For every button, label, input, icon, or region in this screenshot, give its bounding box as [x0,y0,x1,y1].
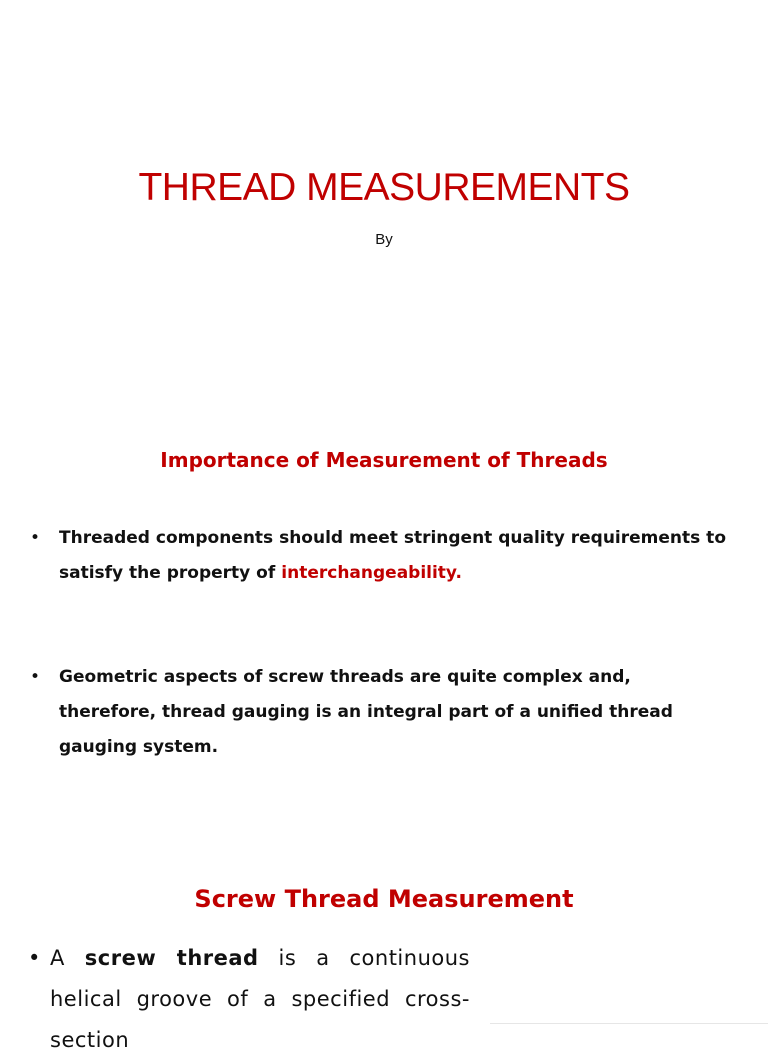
definition-rest: is a continuous helical groove of a specified cross-section [50,946,470,1052]
bullet-geometric-aspects [30,660,730,765]
importance-slide [0,400,768,820]
bullet-marker: • [30,528,41,548]
figure-edge-line [490,1023,768,1024]
screw-thread-slide [0,820,768,1052]
screw-thread-definition [28,938,470,1061]
byline: By [375,231,393,248]
bullet-marker: • [30,667,41,687]
importance-heading: Importance of Measurement of Threads [160,448,608,472]
interchangeability-highlight: interchangeability. [281,563,462,583]
bullet-text: Geometric aspects of screw threads are quite complex and, therefore, thread gauging is an integral part of a unified thread gauging system. [59,667,673,757]
definition-term: screw thread [84,946,259,970]
title-slide [0,0,768,400]
definition-prefix: A [50,946,65,970]
presentation-title: THREAD MEASUREMENTS [138,166,630,209]
screw-thread-heading: Screw Thread Measurement [194,885,574,913]
bullet-marker: • [28,946,41,970]
bullet-interchangeability [30,521,730,591]
bullet-body: Threaded components should meet stringent quality requirements to satisfy the property of [59,528,726,583]
bullet-text [30,521,730,591]
definition-text [28,938,470,1061]
